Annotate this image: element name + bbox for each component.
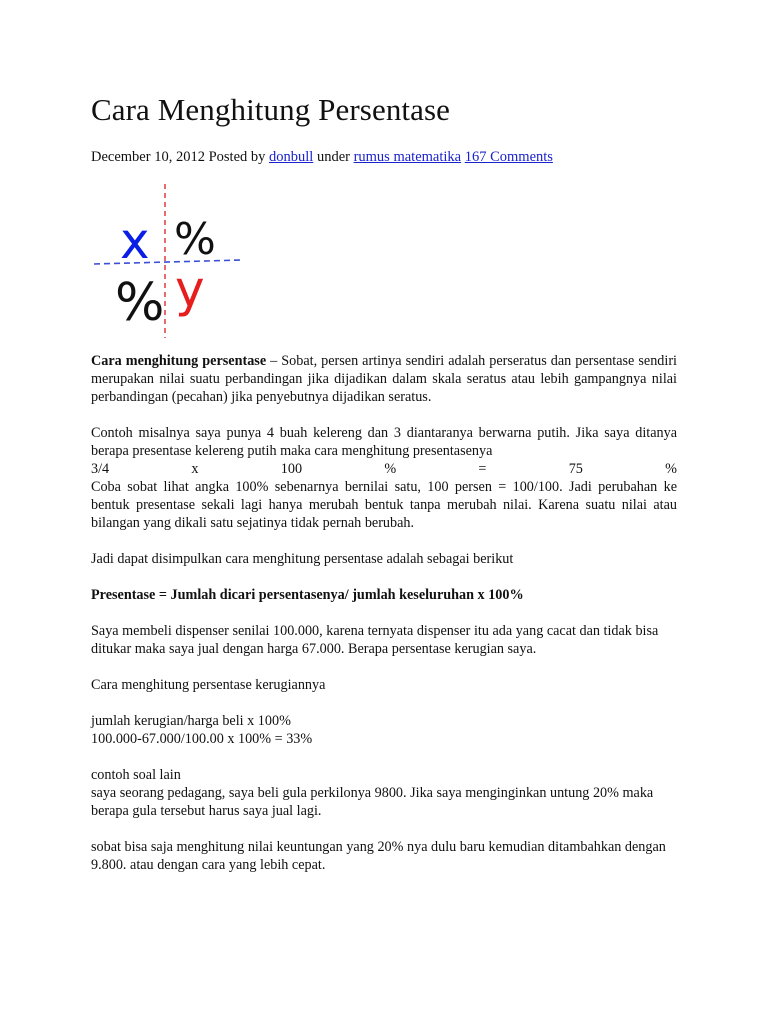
other-example-text: saya seorang pedagang, saya beli gula perkilonya 9800. Jika saya menginginkan untung 20% maka berapa gula tersebut harus saya jual lagi. (91, 785, 654, 819)
figure-bottom-percent: % (115, 273, 165, 333)
figure-x: x (120, 212, 150, 270)
example-text: Contoh misalnya saya punya 4 buah kelereng dan 3 diantaranya berwarna putih. Jika saya ditanya berapa presentase kelereng putih maka cara menghitung presentasenya (91, 425, 677, 459)
figure-top-percent: % (174, 214, 216, 265)
formula-text: Presentase = Jumlah dicari persentasenya/ jumlah keseluruhan x 100% (91, 587, 524, 603)
formula-paragraph (91, 586, 677, 604)
dispenser-paragraph: Saya membeli dispenser senilai 100.000, karena ternyata dispenser itu ada yang cacat dan tidak bisa ditukar maka saya jual dengan harga 67.000. Berapa persentase kerugian saya. (91, 623, 659, 657)
horizontal-dashed-line (94, 260, 242, 264)
loss-formula-paragraph (91, 712, 677, 748)
category-link[interactable]: rumus matematika (353, 149, 462, 165)
other-example-paragraph (91, 766, 677, 820)
calc-token: % (384, 461, 397, 477)
example-after-text: Coba sobat lihat angka 100% sebenarnya bernilai satu, 100 persen = 100/100. Jadi perubahan ke bentuk presentase sekali lagi hanya merubah bentuk tanpa merubah nilai. Karena suatu nilai atau bilangan yang dikali satu sejatinya tidak pernah berubah. (91, 479, 677, 531)
final-paragraph: sobat bisa saja menghitung nilai keuntungan yang 20% nya dulu baru kemudian ditambahkan dengan 9.800. atau dengan cara yang lebih cepat. (91, 839, 666, 873)
loss-formula-line-1: jumlah kerugian/harga beli x 100% (91, 713, 291, 729)
intro-bold-term: Cara menghitung persentase (91, 353, 267, 369)
calc-token: = (478, 461, 487, 477)
article-body (91, 352, 677, 892)
calc-token: 100 (280, 461, 303, 477)
example-paragraph (91, 424, 677, 532)
calc-token: 3/4 (91, 461, 110, 477)
author-link[interactable]: donbull (269, 149, 314, 165)
intro-paragraph (91, 352, 677, 406)
figure-y: y (175, 260, 205, 318)
loss-formula-line-2: 100.000-67.000/100.00 x 100% = 33% (91, 731, 313, 747)
posted-by-label: Posted by (208, 149, 266, 165)
comments-link[interactable]: 167 Comments (464, 149, 553, 165)
calc-token: 75 (568, 461, 583, 477)
conclusion-paragraph: Jadi dapat disimpulkan cara menghitung persentase adalah sebagai berikut (91, 551, 514, 567)
calc-token: x (191, 461, 199, 477)
calc-row (91, 460, 677, 478)
under-label: under (316, 149, 350, 165)
other-example-label: contoh soal lain (91, 767, 181, 783)
post-meta (91, 148, 553, 166)
page-title: Cara Menghitung Persentase (91, 92, 451, 127)
intro-text: – Sobat, persen artinya sendiri adalah perseratus dan persentase sendiri merupakan nilai suatu perbandingan jika dijadikan dalam skala seratus atau lebih gampangnya nilai perbandingan (pecahan) jika penyebutnya dijadikan seratus. (91, 353, 677, 405)
loss-heading: Cara menghitung persentase kerugiannya (91, 677, 326, 693)
percentage-cross-figure (90, 182, 250, 340)
calc-token: % (665, 461, 677, 477)
post-date: December 10, 2012 (91, 149, 205, 165)
